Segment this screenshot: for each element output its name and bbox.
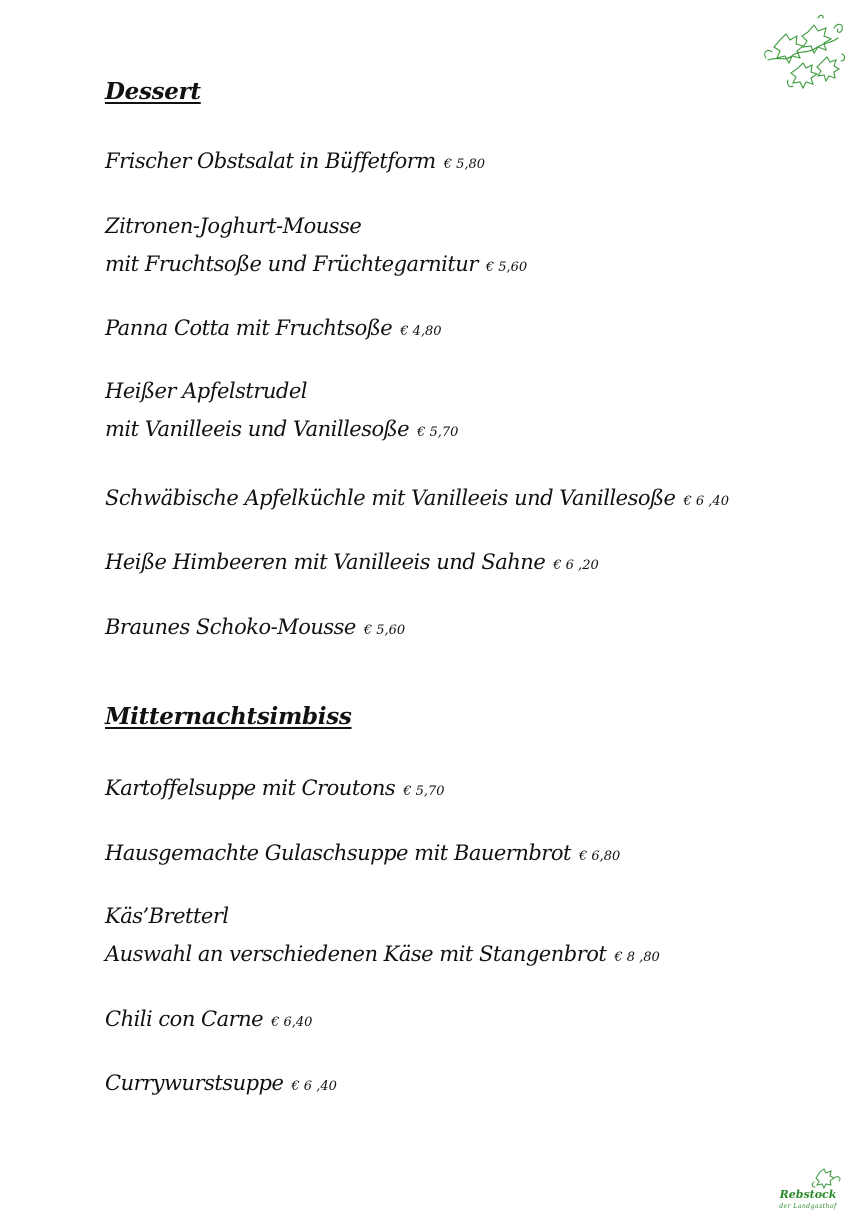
item-price: € 5,60	[363, 623, 406, 638]
item-price: € 8 ,80	[614, 950, 660, 965]
menu-item	[105, 372, 458, 452]
menu-item	[105, 834, 620, 876]
item-price: € 5,80	[443, 157, 486, 172]
item-price: € 5,70	[403, 784, 445, 799]
item-name: Panna Cotta mit Fruchtsoße	[105, 316, 393, 340]
item-name: Kartoffelsuppe mit Croutons	[105, 776, 396, 800]
logo-wordmark: Rebstock	[779, 1188, 837, 1201]
section-title-midnight-snack: Mitternachtsimbiss	[105, 703, 352, 730]
item-name: Schwäbische Apfelküchle mit Vanilleeis und Vanillesoße	[105, 486, 676, 510]
menu-item	[105, 1064, 337, 1106]
item-name: Braunes Schoko-Mousse	[105, 615, 356, 639]
item-name: Heißer Apfelstrudel	[105, 379, 308, 403]
menu-item	[105, 1000, 312, 1042]
menu-item	[105, 897, 660, 977]
item-price: € 6 ,20	[553, 558, 599, 573]
item-name: Käs’Bretterl	[105, 904, 229, 928]
item-name: Chili con Carne	[105, 1007, 264, 1031]
logo-subtitle: der Landgasthof	[779, 1203, 837, 1210]
item-description: mit Fruchtsoße und Früchtegarnitur	[105, 252, 478, 276]
item-description: mit Vanilleeis und Vanillesoße	[105, 417, 410, 441]
item-price: € 5,60	[485, 260, 528, 275]
item-name: Zitronen-Joghurt-Mousse	[105, 214, 362, 238]
menu-item	[105, 142, 485, 184]
item-name: Heiße Himbeeren mit Vanilleeis und Sahne	[105, 550, 546, 574]
menu-item	[105, 479, 729, 521]
menu-item	[105, 207, 527, 287]
menu-item	[105, 543, 599, 585]
item-description: Auswahl an verschiedenen Käse mit Stangenbrot	[105, 942, 607, 966]
item-price: € 6 ,40	[683, 494, 729, 509]
menu-item	[105, 769, 445, 811]
section-title-dessert: Dessert	[105, 78, 201, 105]
item-price: € 5,70	[417, 425, 459, 440]
item-price: € 6,40	[271, 1015, 313, 1030]
item-price: € 6 ,40	[291, 1079, 337, 1094]
menu-item	[105, 608, 405, 650]
item-price: € 6,80	[578, 849, 621, 864]
menu-item	[105, 309, 442, 351]
item-name: Hausgemachte Gulaschsuppe mit Bauernbrot	[105, 841, 571, 865]
item-price: € 4,80	[400, 324, 442, 339]
item-name: Currywurstsuppe	[105, 1071, 284, 1095]
grapevine-icon	[758, 10, 848, 96]
item-name: Frischer Obstsalat in Büffetform	[105, 149, 436, 173]
